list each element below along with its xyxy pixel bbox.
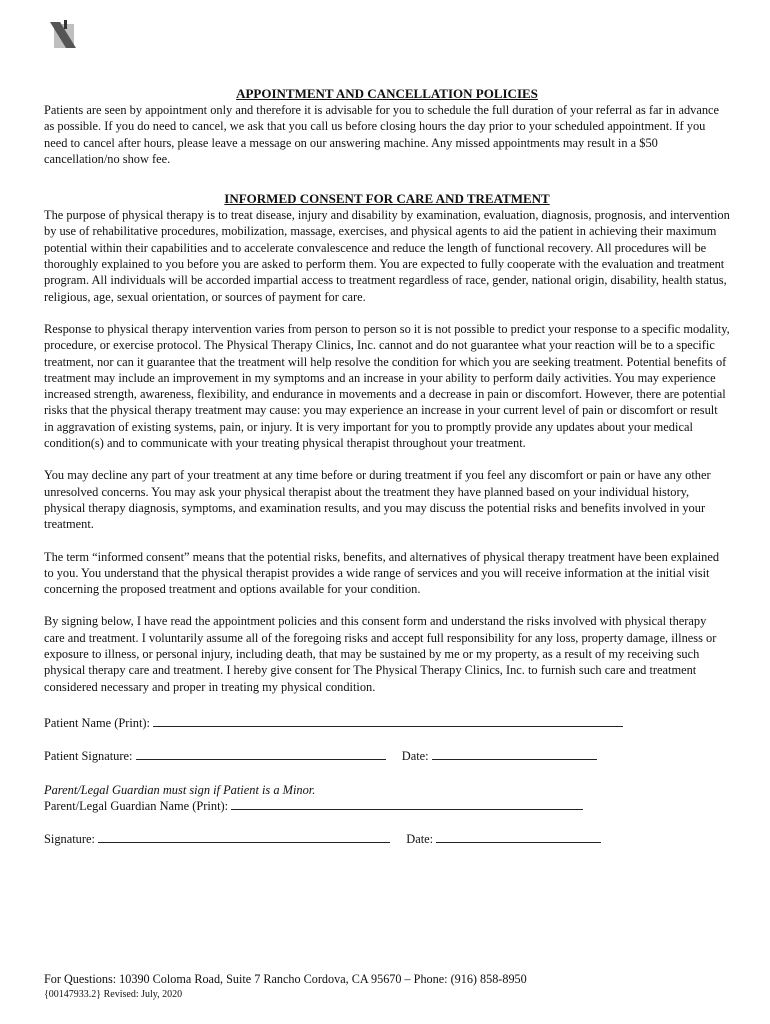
consent-paragraph-1: The purpose of physical therapy is to treat disease, injury and disability by examination, evaluation, diagnosis, prognosis, and intervention by use of rehabilitative procedures, mobilization, massage, exercises, and physical agents to aid the patient in achieving their maximum potential within their capabilities and to accelerate convalescence and reduce the length of functional recovery. All procedures will be thoroughly explained to you before you are asked to perform them. You are expected to fully cooperate with the evaluation and treatment program. All individuals will be accorded impartial access to treatment regardless of race, gender, national origin, disability, health status, religious, age, sexual orientation, or sources of payment for care. <box>44 208 730 304</box>
patient-name-field[interactable] <box>153 715 623 727</box>
guardian-signature-label: Signature: <box>44 832 95 847</box>
consent-paragraph-5: By signing below, I have read the appointment policies and this consent form and understand the risks involved with physical therapy care and treatment. I voluntarily assume all of the foregoing risks and accept full responsibility for any loss, property damage, illness or exposure to illness, or personal injury, including death, that may be sustained by me or my property, as a result of my receiving such physical therapy care and treatment. I hereby give consent for The Physical Therapy Clinics, Inc. to furnish such care and treatment considered necessary and proper in treating my physical condition. <box>44 614 717 694</box>
policies-text: Patients are seen by appointment only and therefore it is advisable for you to schedule the full duration of your referral as far in advance as possible. If you do need to cancel, we ask that you call us before closing hours the day prior to your scheduled appointment. If you need to cancel after hours, please leave a message on our answering machine. Any missed appointments may result in a $50 cancellation/no show fee. <box>44 103 720 166</box>
guardian-name-row <box>44 798 730 814</box>
consent-paragraph-4: The term “informed consent” means that the potential risks, benefits, and alternatives of physical therapy treatment have been explained to you. You understand that the physical therapist provides a wide range of services and you will receive information at the initial visit concerning the proposed treatment and options available for your condition. <box>44 549 720 597</box>
patient-signature-row <box>44 748 730 764</box>
guardian-name-field[interactable] <box>231 798 583 810</box>
guardian-signature-row <box>44 831 730 847</box>
consent-paragraph-2: Response to physical therapy intervention varies from person to person so it is not possible to predict your response to a specific modality, procedure, or exercise protocol. The Physical Therapy Clinics, Inc. cannot and do not guarantee what your reaction will be to a specific treatment, nor can it guarantee that the treatment will help resolve the condition for which you are seeking treatment. Potential benefits of treatment may include an improvement in my symptoms and an increase in your ability to perform daily activities. You may experience increased strength, awareness, flexibility, and endurance in movements and a decrease in pain or discomfort. However, there are potential risks that the physical therapy treatment may cause: you may experience an increase in your current level of pain or discomfort or result in aggravation of existing systems, pain, or injury. It is very important for you to promptly provide any updates about your medical condition(s) and to communicate with your treating physical therapist throughout your treatment. <box>44 321 730 451</box>
footer-contact: For Questions: 10390 Coloma Road, Suite 7 Rancho Cordova, CA 95670 – Phone: (916) 858-8950 <box>44 972 527 986</box>
patient-name-label: Patient Name (Print): <box>44 715 150 730</box>
clinic-logo-icon <box>46 18 80 52</box>
guardian-note: Parent/Legal Guardian must sign if Patient is a Minor. <box>44 782 316 797</box>
patient-date-field[interactable] <box>432 748 597 760</box>
patient-signature-field[interactable] <box>136 748 386 760</box>
consent-title: INFORMED CONSENT FOR CARE AND TREATMENT <box>224 191 550 207</box>
guardian-signature-field[interactable] <box>98 831 390 843</box>
patient-name-row <box>44 715 730 731</box>
footer-revision: {00147933.2} Revised: July, 2020 <box>44 989 183 1000</box>
patient-signature-label: Patient Signature: <box>44 749 133 764</box>
guardian-name-label: Parent/Legal Guardian Name (Print): <box>44 798 229 813</box>
guardian-date-label: Date: <box>406 832 434 847</box>
document-body <box>44 86 730 847</box>
policies-title: APPOINTMENT AND CANCELLATION POLICIES <box>236 86 538 101</box>
patient-date-label: Date: <box>401 749 429 764</box>
guardian-date-field[interactable] <box>436 831 601 843</box>
consent-paragraph-3: You may decline any part of your treatment at any time before or during treatment if you feel any discomfort or pain or have any other unresolved concerns. You may ask your physical therapist about the treatment they have planned based on your individual history, physical therapy diagnosis, symptoms, and examination results, and you may discuss the potential risks and benefits involved in your treatment. <box>44 468 711 532</box>
